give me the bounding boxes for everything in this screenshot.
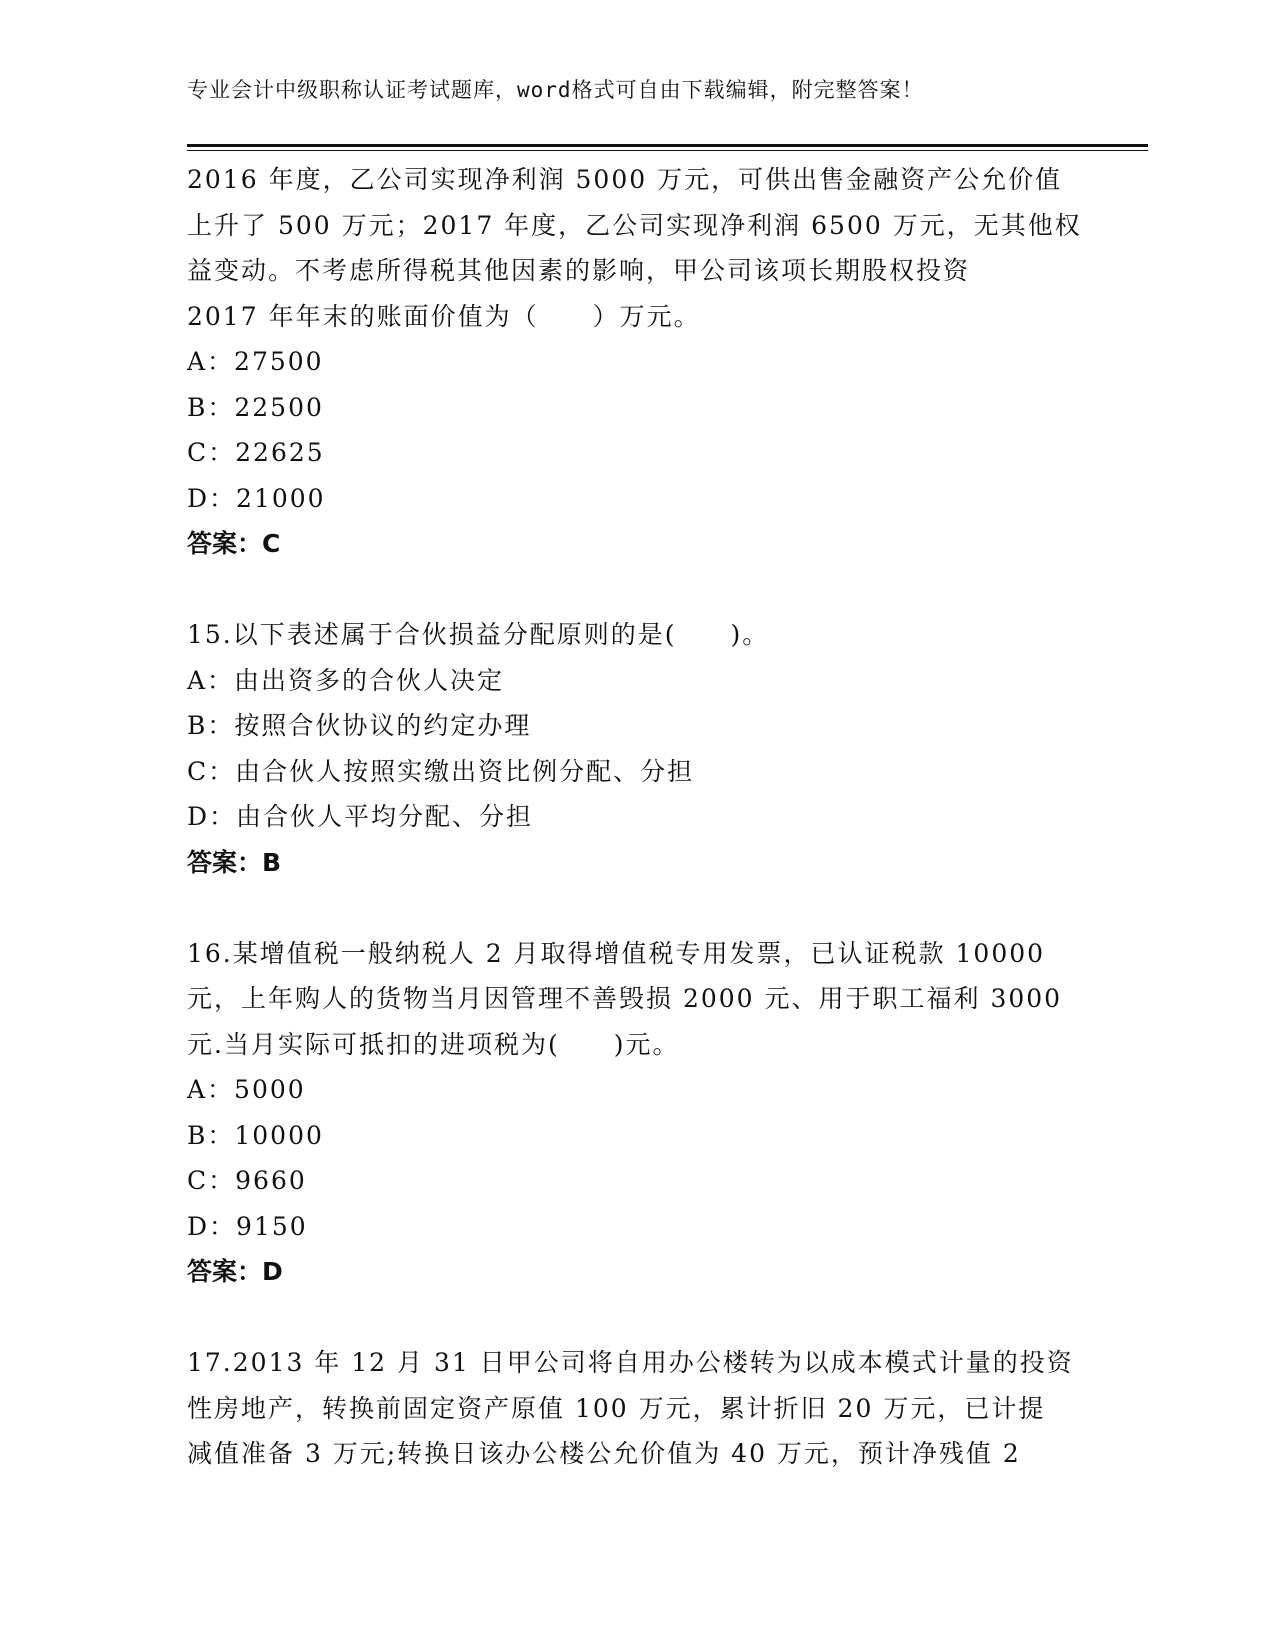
question-text-line: 元.当月实际可抵扣的进项税为( )元。 <box>187 1029 680 1059</box>
header-rule-thin <box>187 150 1148 151</box>
question-15 <box>187 612 1087 885</box>
header-rule-thick <box>187 144 1148 147</box>
option-b: B：22500 <box>187 392 324 422</box>
question-17 <box>187 1340 1087 1477</box>
question-text-line: 2017 年年末的账面价值为（ ）万元。 <box>187 301 701 331</box>
question-text-line: 元，上年购人的货物当月因管理不善毁损 2000 元、用于职工福利 3000 <box>187 984 1063 1013</box>
question-text-line: 减值准备 3 万元;转换日该办公楼公允价值为 40 万元，预计净残值 2 <box>187 1439 1021 1468</box>
spacer <box>187 885 1087 931</box>
question-16 <box>187 931 1087 1295</box>
page-header: 专业会计中级职称认证考试题库，word格式可自由下载编辑，附完整答案！ <box>187 78 924 102</box>
question-text-line: 16.某增值税一般纳税人 2 月取得增值税专用发票，已认证税款 10000 <box>187 938 1046 968</box>
answer-line: 答案：D <box>187 1257 283 1286</box>
option-d: D：21000 <box>187 483 326 513</box>
answer-line: 答案：B <box>187 847 282 877</box>
option-b: B：按照合伙协议的约定办理 <box>187 711 532 740</box>
question-content <box>187 157 1087 1477</box>
spacer <box>187 567 1087 613</box>
question-text-line: 15.以下表述属于合伙损益分配原则的是( )。 <box>187 620 770 649</box>
question-text-line: 2016 年度，乙公司实现净利润 5000 万元，可供出售金融资产公允价值 <box>187 165 1063 194</box>
question-text-line: 上升了 500 万元；2017 年度，乙公司实现净利润 6500 万元，无其他权 <box>187 210 1082 240</box>
option-a: A：5000 <box>187 1075 306 1104</box>
option-d: D：由合伙人平均分配、分担 <box>187 802 534 831</box>
option-c: C：由合伙人按照实缴出资比例分配、分担 <box>187 756 695 786</box>
question-prev-block <box>187 157 1087 567</box>
option-a: A：27500 <box>187 347 324 376</box>
option-a: A：由出资多的合伙人决定 <box>187 665 505 695</box>
option-c: C：9660 <box>187 1166 307 1195</box>
question-text-line: 17.2013 年 12 月 31 日甲公司将自用办公楼转为以成本模式计量的投资 <box>187 1348 1074 1377</box>
question-text-line: 性房地产，转换前固定资产原值 100 万元，累计折旧 20 万元，已计提 <box>187 1393 1046 1423</box>
question-text-line: 益变动。不考虑所得税其他因素的影响，甲公司该项长期股权投资 <box>187 256 971 285</box>
option-b: B：10000 <box>187 1120 324 1150</box>
option-d: D：9150 <box>187 1211 308 1241</box>
spacer <box>187 1295 1087 1341</box>
answer-line: 答案：C <box>187 529 281 558</box>
option-c: C：22625 <box>187 438 325 467</box>
